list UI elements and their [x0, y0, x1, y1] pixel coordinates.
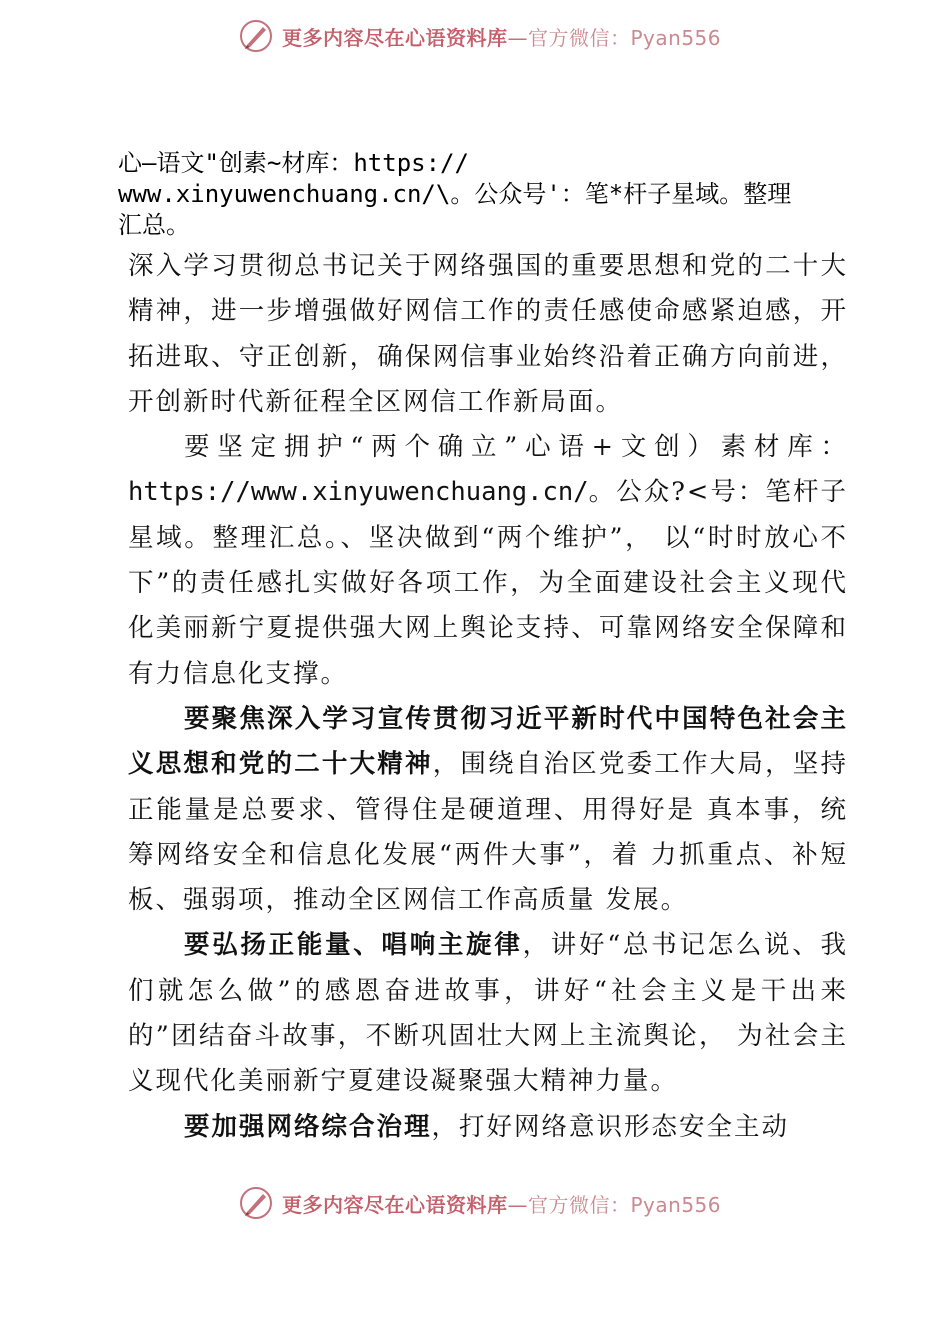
paragraph-4	[128, 923, 848, 1104]
paragraph-3-heading: 要聚焦深入学习宣传贯彻习近平新时代中国特色社会主义思想和党的二十大精神	[128, 703, 848, 780]
paragraph-3	[128, 697, 848, 923]
footer-watermark-banner	[238, 1183, 738, 1223]
watermark-wechat-id: Pyan556	[630, 25, 722, 50]
watermark-wechat-id: Pyan556	[630, 1192, 722, 1217]
document-body	[128, 244, 848, 1150]
pen-logo-icon	[238, 18, 274, 54]
paragraph-4-heading: 要弘扬正能量、唱响主旋律	[184, 930, 523, 961]
paragraph-2-url: https://www.xinyuwenchuang.cn/	[128, 477, 589, 508]
watermark-separator: —	[507, 1192, 528, 1217]
paragraph-4-rest: ，讲好“总书记怎么说、我们就怎么做”的感恩奋进故事，讲好“社会主义是干出来的”团结奋斗故事，不断巩固壮大网上主流舆论， 为社会主义现代化美丽新宁夏建设凝聚强大精神力量。	[128, 930, 848, 1097]
watermark-separator: —	[507, 25, 528, 50]
paragraph-2-lead: 要坚定拥护“两个确立”心语+文创）素材库：	[184, 432, 848, 463]
watermark-slogan: 更多内容尽在心语资料库	[282, 1192, 508, 1217]
watermark-wechat-label: 官方微信：	[528, 25, 631, 50]
watermark-text	[282, 22, 721, 51]
paragraph-1: 深入学习贯彻总书记关于网络强国的重要思想和党的二十大精神，进一步增强做好网信工作的责任感使命感紧迫感，开拓进取、守正创新，确保网信事业始终沿着正确方向前进，开创新时代新征程全区网信工作新局面。	[128, 251, 848, 417]
intro-line-2: www.xinyuwenchuang.cn/\。公众号'：笔*杆子星域。整理	[118, 180, 792, 208]
watermark-slogan: 更多内容尽在心语资料库	[282, 25, 508, 50]
paragraph-3-rest: ，围绕自治区党委工作大局，坚持正能量是总要求、管得住是硬道理、用得好是 真本事，统筹网络安全和信息化发展“两件大事”，着 力抓重点、补短板、强弱项，推动全区网信工作高质量 发展。	[128, 749, 848, 916]
paragraph-5	[128, 1105, 848, 1150]
source-intro	[118, 148, 858, 241]
watermark-wechat-label: 官方微信：	[528, 1192, 631, 1217]
pen-logo-icon	[238, 1185, 274, 1221]
paragraph-5-heading: 要加强网络综合治理	[184, 1111, 432, 1142]
intro-line-1: 心—语文"创素~材库：https://	[118, 149, 469, 177]
paragraph-2	[128, 425, 848, 697]
intro-line-3: 汇总。	[118, 211, 190, 239]
watermark-text	[282, 1189, 721, 1218]
header-watermark-banner	[238, 16, 738, 56]
paragraph-2-rest: 。公众?<号：笔杆子星域。整理汇总。、坚决做到“两个维护”， 以“时时放心不下”的责任感扎实做好各项工作，为全面建设社会主义现代化美丽新宁夏提供强大网上舆论支持、可靠网络安全保障和有力信息化支撑。	[128, 477, 848, 689]
paragraph-5-rest: ，打好网络意识形态安全主动	[431, 1111, 790, 1142]
